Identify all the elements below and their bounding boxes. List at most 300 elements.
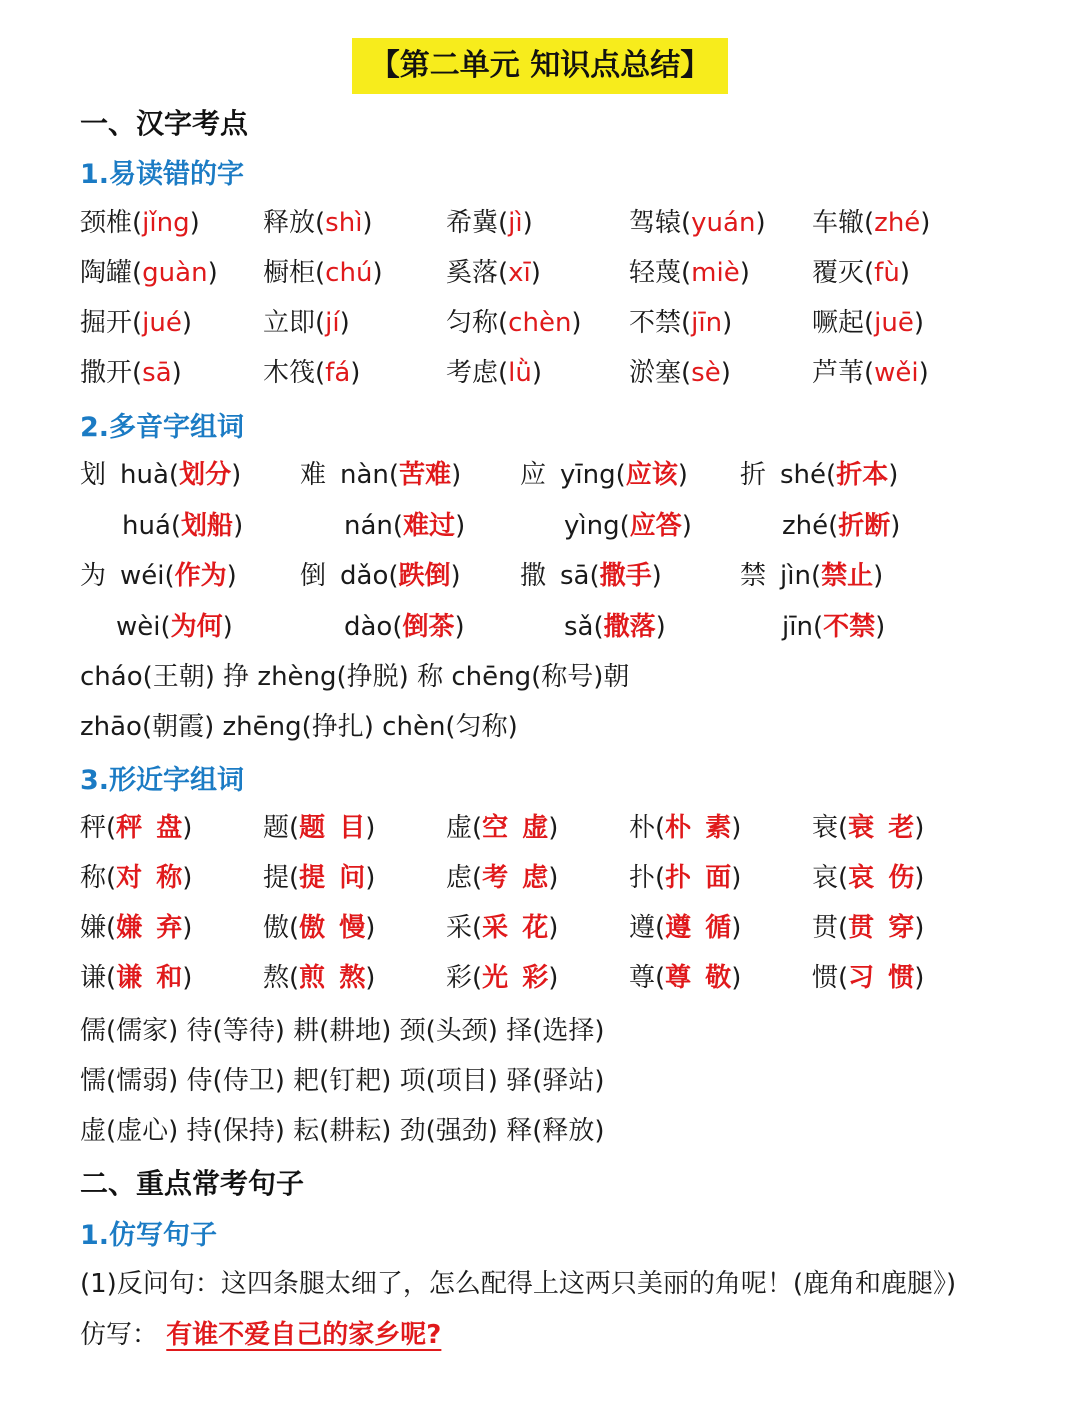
polyphone-item bbox=[116, 606, 233, 643]
paren: ) bbox=[548, 813, 559, 843]
paren: ( bbox=[388, 561, 399, 591]
similar-item bbox=[812, 857, 924, 894]
similar-char: 谦 bbox=[80, 963, 107, 993]
polyphone-char: 难 bbox=[300, 460, 327, 490]
paren: ( bbox=[289, 863, 300, 893]
word-second-char: 彩 bbox=[522, 963, 549, 993]
polyphone-item bbox=[782, 505, 900, 542]
misread-item bbox=[446, 302, 582, 339]
pinyin: zhé bbox=[874, 208, 921, 238]
word-first-char: 哀 bbox=[848, 863, 875, 893]
paren: ( bbox=[589, 561, 600, 591]
paren: ( bbox=[828, 511, 839, 541]
word-first-char: 贯 bbox=[848, 913, 875, 943]
word-second-char: 老 bbox=[888, 813, 915, 843]
misread-item bbox=[446, 352, 542, 389]
paren: ( bbox=[132, 258, 143, 288]
paren: ) bbox=[231, 460, 242, 490]
paren: ( bbox=[681, 208, 692, 238]
polyphone-char: 为 bbox=[80, 561, 107, 591]
pinyin: jìn bbox=[780, 561, 811, 591]
word-first-char: 傲 bbox=[299, 913, 326, 943]
word-first-char: 遵 bbox=[665, 913, 692, 943]
word-second-char: 伤 bbox=[888, 863, 915, 893]
paren: ) bbox=[548, 963, 559, 993]
similar-item bbox=[80, 957, 192, 994]
misread-item bbox=[446, 202, 533, 239]
paren: ) bbox=[875, 612, 886, 642]
similar-char: 采 bbox=[446, 913, 473, 943]
paren: ) bbox=[454, 612, 465, 642]
word-second-char: 面 bbox=[705, 863, 732, 893]
similar-item bbox=[812, 957, 924, 994]
word: 芦苇 bbox=[812, 358, 865, 388]
paren: ( bbox=[864, 258, 875, 288]
polyphone-item bbox=[782, 606, 885, 643]
polyphone-item bbox=[300, 454, 461, 491]
similar-char: 扑 bbox=[629, 863, 656, 893]
paren: ) bbox=[571, 308, 582, 338]
paren: ) bbox=[233, 511, 244, 541]
word-second-char: 惯 bbox=[888, 963, 915, 993]
polyphone-char: 应 bbox=[520, 460, 547, 490]
word-second-char: 虚 bbox=[522, 813, 549, 843]
similar-item bbox=[812, 907, 924, 944]
word-second-char: 熬 bbox=[339, 963, 366, 993]
paren: ( bbox=[655, 863, 666, 893]
paren: ( bbox=[132, 358, 143, 388]
misread-item bbox=[812, 202, 930, 239]
paren: ) bbox=[372, 258, 383, 288]
paren: ( bbox=[655, 963, 666, 993]
paren: ( bbox=[593, 612, 604, 642]
pinyin: fù bbox=[874, 258, 900, 288]
paren: ) bbox=[914, 963, 925, 993]
similar-char: 傲 bbox=[263, 913, 290, 943]
word: 撒手 bbox=[599, 561, 652, 591]
similar-char: 嫌 bbox=[80, 913, 107, 943]
pinyin: sā bbox=[142, 358, 172, 388]
misread-item bbox=[812, 352, 929, 389]
paren: ) bbox=[918, 358, 929, 388]
paren: ( bbox=[838, 913, 849, 943]
similar-item bbox=[629, 907, 741, 944]
pinyin: jué bbox=[142, 308, 182, 338]
polyphone-item bbox=[80, 454, 241, 491]
word: 折本 bbox=[836, 460, 889, 490]
paren: ) bbox=[365, 863, 376, 893]
misread-item bbox=[446, 252, 541, 289]
similar-item bbox=[263, 957, 375, 994]
paren: ) bbox=[350, 358, 361, 388]
paren: ) bbox=[365, 813, 376, 843]
word-second-char: 虑 bbox=[522, 863, 549, 893]
word-second-char: 穿 bbox=[888, 913, 915, 943]
pinyin: jīn bbox=[691, 308, 723, 338]
paren: ( bbox=[472, 963, 483, 993]
similar-char: 尊 bbox=[629, 963, 656, 993]
pinyin: sā bbox=[560, 561, 590, 591]
similar-item bbox=[629, 857, 741, 894]
word-first-char: 衰 bbox=[848, 813, 875, 843]
subheading-imitate: 1.仿写句子 bbox=[80, 1220, 218, 1251]
paren: ( bbox=[498, 208, 509, 238]
misread-item bbox=[263, 202, 373, 239]
word: 撒落 bbox=[603, 612, 656, 642]
polyphone-item bbox=[300, 555, 461, 592]
section-heading-characters: 一、汉字考点 bbox=[80, 107, 249, 140]
similar-line: 虚(虚心) 持(保持) 耘(耕耘) 劲(强劲) 释(释放) bbox=[80, 1116, 605, 1146]
paren: ) bbox=[731, 913, 742, 943]
paren: ( bbox=[392, 612, 403, 642]
word: 匀称 bbox=[446, 308, 499, 338]
paren: ) bbox=[531, 358, 543, 388]
subheading-polyphone: 2.多音字组词 bbox=[80, 412, 245, 443]
similar-line: 儒(儒家) 待(等待) 耕(耕地) 颈(头颈) 择(选择) bbox=[80, 1016, 605, 1046]
word-first-char: 采 bbox=[482, 913, 509, 943]
polyphone-line: cháo(王朝) 挣 zhèng(挣脱) 称 chēng(称号)朝 bbox=[80, 662, 630, 692]
section-heading-sentences: 二、重点常考句子 bbox=[80, 1167, 305, 1200]
paren: ) bbox=[920, 208, 931, 238]
polyphone-item bbox=[564, 505, 692, 542]
similar-item bbox=[263, 807, 375, 844]
paren: ) bbox=[339, 308, 350, 338]
paren: ) bbox=[655, 612, 666, 642]
word-first-char: 习 bbox=[848, 963, 875, 993]
pinyin: fá bbox=[325, 358, 351, 388]
word: 难过 bbox=[403, 511, 456, 541]
paren: ( bbox=[681, 258, 692, 288]
rhetorical-sentence: (1)反问句：这四条腿太细了，怎么配得上这两只美丽的角呢！(鹿角和鹿腿》) bbox=[80, 1269, 957, 1299]
pinyin: jí bbox=[325, 308, 340, 338]
paren: ) bbox=[731, 813, 742, 843]
subheading-similar: 3.形近字组词 bbox=[80, 765, 245, 796]
word: 掘开 bbox=[80, 308, 133, 338]
word: 奚落 bbox=[446, 258, 499, 288]
word-second-char: 素 bbox=[705, 813, 732, 843]
pinyin: nán bbox=[344, 511, 393, 541]
paren: ) bbox=[899, 258, 910, 288]
polyphone-line: zhāo(朝霞) zhēng(挣扎) chèn(匀称) bbox=[80, 712, 518, 742]
paren: ) bbox=[755, 208, 766, 238]
pinyin: sè bbox=[691, 358, 721, 388]
paren: ( bbox=[106, 813, 117, 843]
paren: ( bbox=[619, 511, 630, 541]
similar-item bbox=[446, 957, 558, 994]
similar-item bbox=[263, 907, 375, 944]
similar-char: 熬 bbox=[263, 963, 290, 993]
paren: ) bbox=[522, 208, 533, 238]
word-first-char: 嫌 bbox=[116, 913, 143, 943]
word: 划分 bbox=[179, 460, 232, 490]
paren: ( bbox=[810, 561, 822, 591]
paren: ) bbox=[722, 308, 733, 338]
word: 不禁 bbox=[823, 612, 876, 642]
paren: ( bbox=[106, 863, 117, 893]
pinyin: yìng bbox=[564, 511, 620, 541]
paren: ) bbox=[450, 561, 461, 591]
word: 划船 bbox=[181, 511, 234, 541]
page-title: 【第二单元 知识点总结】 bbox=[352, 38, 728, 94]
similar-char: 衰 bbox=[812, 813, 839, 843]
misread-item bbox=[629, 302, 732, 339]
word-first-char: 提 bbox=[299, 863, 326, 893]
similar-item bbox=[446, 857, 558, 894]
polyphone-item bbox=[122, 505, 243, 542]
misread-item bbox=[263, 352, 360, 389]
paren: ) bbox=[914, 913, 925, 943]
word-first-char: 考 bbox=[482, 863, 509, 893]
paren: ) bbox=[365, 963, 376, 993]
word-second-char: 盘 bbox=[156, 813, 183, 843]
paren: ( bbox=[864, 208, 875, 238]
paren: ( bbox=[498, 358, 509, 388]
pinyin: dǎo bbox=[340, 561, 389, 591]
pinyin: sǎ bbox=[564, 612, 594, 642]
pinyin: yīng bbox=[560, 460, 616, 490]
paren: ( bbox=[681, 308, 692, 338]
word-second-char: 目 bbox=[339, 813, 366, 843]
paren: ( bbox=[498, 258, 509, 288]
word-first-char: 空 bbox=[482, 813, 509, 843]
word: 不禁 bbox=[629, 308, 682, 338]
pinyin: nàn bbox=[340, 460, 389, 490]
pinyin: miè bbox=[691, 258, 740, 288]
paren: ( bbox=[655, 913, 666, 943]
word: 轻蔑 bbox=[629, 258, 682, 288]
paren: ) bbox=[651, 561, 662, 591]
misread-item bbox=[263, 252, 383, 289]
pinyin: lǜ bbox=[508, 358, 532, 388]
paren: ( bbox=[160, 612, 171, 642]
similar-char: 遵 bbox=[629, 913, 656, 943]
paren: ( bbox=[315, 358, 326, 388]
paren: ( bbox=[826, 460, 837, 490]
paren: ) bbox=[226, 561, 237, 591]
pinyin: wéi bbox=[120, 561, 165, 591]
paren: ( bbox=[315, 258, 326, 288]
paren: ( bbox=[106, 913, 117, 943]
similar-char: 哀 bbox=[812, 863, 839, 893]
word-first-char: 朴 bbox=[665, 813, 692, 843]
pinyin: wěi bbox=[874, 358, 919, 388]
paren: ( bbox=[472, 863, 483, 893]
word-second-char: 循 bbox=[705, 913, 732, 943]
word: 释放 bbox=[263, 208, 316, 238]
imitate-answer: 有谁不爱自己的家乡呢? bbox=[166, 1320, 442, 1350]
paren: ( bbox=[289, 813, 300, 843]
word: 噘起 bbox=[812, 308, 865, 338]
paren: ) bbox=[182, 963, 193, 993]
pinyin: wèi bbox=[116, 612, 161, 642]
similar-char: 贯 bbox=[812, 913, 839, 943]
misread-item bbox=[263, 302, 350, 339]
paren: ( bbox=[498, 308, 509, 338]
word: 考虑 bbox=[446, 358, 499, 388]
word: 覆灭 bbox=[812, 258, 865, 288]
pinyin: jì bbox=[508, 208, 523, 238]
pinyin: juē bbox=[874, 308, 914, 338]
misread-item bbox=[629, 202, 766, 239]
word-second-char: 称 bbox=[156, 863, 183, 893]
similar-item bbox=[446, 807, 558, 844]
paren: ) bbox=[731, 963, 742, 993]
pinyin: chèn bbox=[508, 308, 572, 338]
word-second-char: 敬 bbox=[705, 963, 732, 993]
pinyin: guàn bbox=[142, 258, 208, 288]
misread-item bbox=[812, 302, 924, 339]
pinyin: jǐng bbox=[142, 208, 190, 238]
paren: ) bbox=[181, 308, 193, 338]
polyphone-char: 倒 bbox=[300, 561, 327, 591]
polyphone-item bbox=[564, 606, 666, 643]
similar-char: 题 bbox=[263, 813, 290, 843]
pinyin: xī bbox=[508, 258, 531, 288]
word-second-char: 和 bbox=[156, 963, 183, 993]
paren: ) bbox=[455, 511, 466, 541]
paren: ( bbox=[315, 208, 326, 238]
similar-char: 提 bbox=[263, 863, 290, 893]
paren: ( bbox=[392, 511, 404, 541]
paren: ( bbox=[838, 813, 849, 843]
word: 淤塞 bbox=[629, 358, 682, 388]
similar-char: 惯 bbox=[812, 963, 839, 993]
similar-char: 虚 bbox=[446, 813, 473, 843]
word: 木筏 bbox=[263, 358, 316, 388]
paren: ( bbox=[681, 358, 692, 388]
word: 作为 bbox=[174, 561, 227, 591]
word-second-char: 弃 bbox=[156, 913, 183, 943]
similar-item bbox=[629, 807, 741, 844]
similar-char: 称 bbox=[80, 863, 107, 893]
paren: ) bbox=[451, 460, 462, 490]
paren: ) bbox=[739, 258, 750, 288]
paren: ) bbox=[873, 561, 884, 591]
similar-item bbox=[812, 807, 924, 844]
similar-line: 懦(懦弱) 侍(侍卫) 耙(钉耙) 项(项目) 驿(驿站) bbox=[80, 1066, 605, 1096]
polyphone-item bbox=[344, 505, 465, 542]
word: 希冀 bbox=[446, 208, 499, 238]
imitate-row bbox=[80, 1314, 441, 1351]
paren: ( bbox=[289, 913, 300, 943]
polyphone-item bbox=[520, 555, 662, 592]
paren: ) bbox=[182, 813, 193, 843]
pinyin: zhé bbox=[782, 511, 829, 541]
word-first-char: 光 bbox=[482, 963, 509, 993]
paren: ( bbox=[615, 460, 626, 490]
similar-char: 秤 bbox=[80, 813, 107, 843]
word: 车辙 bbox=[812, 208, 865, 238]
polyphone-item bbox=[520, 454, 688, 491]
word-first-char: 煎 bbox=[299, 963, 326, 993]
word-second-char: 问 bbox=[339, 863, 366, 893]
paren: ( bbox=[315, 308, 326, 338]
paren: ) bbox=[681, 511, 692, 541]
paren: ( bbox=[106, 963, 117, 993]
paren: ( bbox=[864, 358, 875, 388]
word-first-char: 尊 bbox=[665, 963, 692, 993]
misread-item bbox=[80, 252, 218, 289]
polyphone-char: 划 bbox=[80, 460, 107, 490]
paren: ( bbox=[655, 813, 666, 843]
word-first-char: 题 bbox=[299, 813, 326, 843]
pinyin: shì bbox=[325, 208, 363, 238]
word: 倒茶 bbox=[402, 612, 455, 642]
paren: ) bbox=[182, 913, 193, 943]
paren: ( bbox=[472, 813, 483, 843]
word: 应答 bbox=[629, 511, 682, 541]
similar-char: 彩 bbox=[446, 963, 473, 993]
pinyin: huá bbox=[122, 511, 171, 541]
similar-item bbox=[80, 807, 192, 844]
paren: ) bbox=[182, 863, 193, 893]
word-first-char: 扑 bbox=[665, 863, 692, 893]
paren: ( bbox=[168, 460, 180, 490]
paren: ( bbox=[838, 963, 849, 993]
paren: ) bbox=[731, 863, 742, 893]
similar-item bbox=[80, 907, 192, 944]
pinyin: dào bbox=[344, 612, 393, 642]
imitate-label: 仿写： bbox=[80, 1320, 159, 1350]
paren: ( bbox=[812, 612, 824, 642]
paren: ( bbox=[132, 208, 143, 238]
paren: ) bbox=[548, 863, 559, 893]
polyphone-item bbox=[740, 555, 883, 592]
paren: ( bbox=[864, 308, 875, 338]
paren: ( bbox=[388, 460, 400, 490]
word: 驾辕 bbox=[629, 208, 682, 238]
word: 为何 bbox=[170, 612, 223, 642]
word: 跌倒 bbox=[398, 561, 451, 591]
similar-item bbox=[629, 957, 741, 994]
pinyin: shé bbox=[780, 460, 827, 490]
misread-item bbox=[812, 252, 910, 289]
polyphone-char: 禁 bbox=[740, 561, 767, 591]
misread-item bbox=[629, 252, 750, 289]
paren: ) bbox=[222, 612, 233, 642]
word: 陶罐 bbox=[80, 258, 133, 288]
polyphone-char: 折 bbox=[740, 460, 767, 490]
paren: ( bbox=[472, 913, 483, 943]
paren: ( bbox=[132, 308, 143, 338]
polyphone-char: 撒 bbox=[520, 561, 547, 591]
similar-item bbox=[263, 857, 375, 894]
misread-item bbox=[80, 352, 182, 389]
word: 应该 bbox=[625, 460, 678, 490]
similar-char: 虑 bbox=[446, 863, 473, 893]
similar-item bbox=[80, 857, 192, 894]
pinyin: yuán bbox=[691, 208, 756, 238]
paren: ) bbox=[914, 813, 925, 843]
title-banner bbox=[0, 38, 1080, 94]
subheading-misread: 1.易读错的字 bbox=[80, 159, 245, 190]
pinyin: jīn bbox=[782, 612, 813, 642]
similar-item bbox=[446, 907, 558, 944]
paren: ) bbox=[530, 258, 541, 288]
paren: ( bbox=[164, 561, 175, 591]
word: 立即 bbox=[263, 308, 316, 338]
polyphone-item bbox=[344, 606, 465, 643]
polyphone-item bbox=[80, 555, 237, 592]
paren: ( bbox=[170, 511, 182, 541]
similar-char: 朴 bbox=[629, 813, 656, 843]
paren: ( bbox=[289, 963, 300, 993]
word: 橱柜 bbox=[263, 258, 316, 288]
paren: ) bbox=[677, 460, 688, 490]
misread-item bbox=[80, 302, 192, 339]
paren: ) bbox=[171, 358, 182, 388]
word-first-char: 秤 bbox=[116, 813, 143, 843]
